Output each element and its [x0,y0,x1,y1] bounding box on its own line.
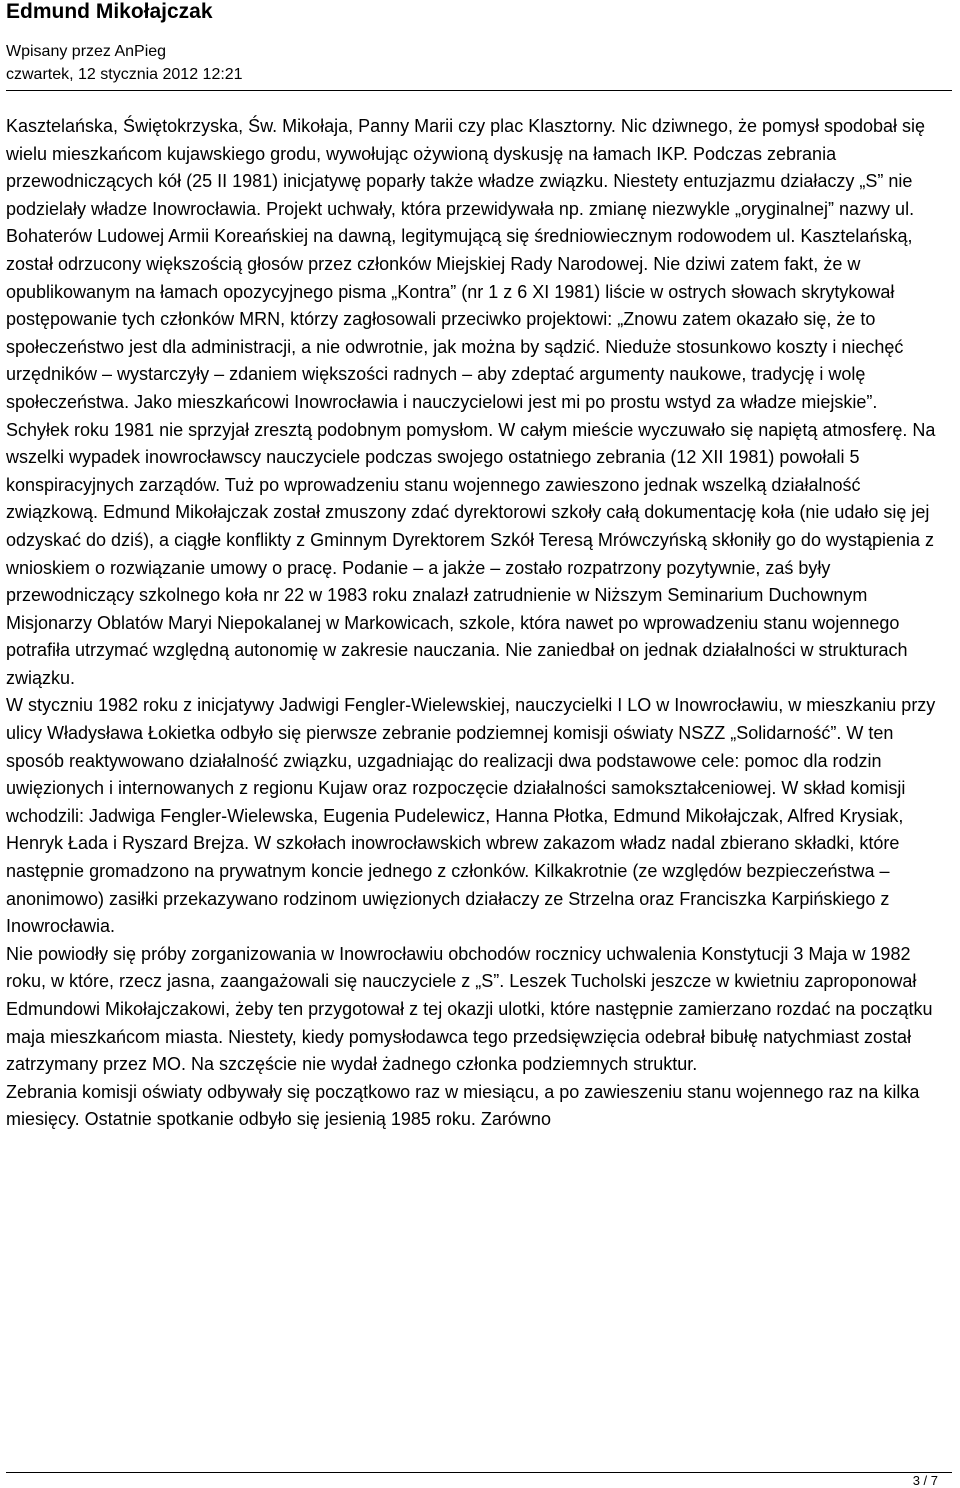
document-title: Edmund Mikołajczak [6,0,213,23]
footer-divider [6,1472,952,1473]
document-header [6,0,954,83]
page-number: 3 / 7 [912,1473,938,1488]
paragraph: Nie powiodły się próby zorganizowania w Inowrocławiu obchodów rocznicy uchwalenia Konstytucji 3 Maja w 1982 roku, w które, rzecz jasna, zaangażowali się nauczyciele z „S”. Leszek Tucholski jeszcze w kwietniu zaproponował Edmundowi Mikołajczakowi, żeby ten przygotował z tej okazji ulotki, które następnie zamierzano rozdać na początku maja mieszkańcom miasta. Niestety, kiedy pomysłodawca tego przedsięwzięcia odebrał bibułę natychmiast został zatrzymany przez MO. Na szczęście nie wydał żadnego członka podziemnych struktur. [6,943,933,1075]
author-line: Wpisany przez AnPieg [6,43,167,60]
date-line: czwartek, 12 stycznia 2012 12:21 [6,66,243,83]
paragraph: Zebrania komisji oświaty odbywały się początkowo raz w miesiącu, a po zawieszeniu stanu wojennego raz na kilka miesięcy. Ostatnie spotkanie odbyło się jesienią 1985 roku. Zarówno [6,1081,920,1130]
paragraph: Kasztelańska, Świętokrzyska, Św. Mikołaja, Panny Marii czy plac Klasztorny. Nic dziwnego, że pomysł spodobał się wielu mieszkańcom kujawskiego grodu, wywołując ożywioną dyskusję na łamach IKP. Podczas zebrania przewodniczących kół (25 II 1981) inicjatywę poparły także władze związku. Niestety entuzjazmu działaczy „S” nie podzielały władze Inowrocławia. Projekt uchwały, która przewidywała np. zmianę niezwykle „oryginalnej” nazwy ul. Bohaterów Ludowej Armii Koreańskiej na dawną, legitymującą się średniowiecznym rodowodem ul. Kasztelańską, został odrzucony większością głosów przez członków Miejskiej Rady Narodowej. Nie dziwi zatem fakt, że w opublikowanym na łamach opozycyjnego pisma „Kontra” (nr 1 z 6 XI 1981) liście w ostrych słowach skrytykował postępowanie tych członków MRN, którzy zagłosowali przeciwko projektowi: „Znowu zatem okazało się, że to społeczeństwo jest dla administracji, a nie odwrotnie, jak można by sądzić. Nieduże stosunkowo koszty i niechęć urzędników – wystarczyły – zdaniem większości radnych – aby zdeptać argumenty naukowe, tradycję i wolę społeczeństwa. Jako mieszkańcowi Inowrocławia i nauczycielowi jest mi po prostu wstyd za władze miejskie”. [6,116,926,412]
paragraph: Schyłek roku 1981 nie sprzyjał zresztą podobnym pomysłom. W całym mieście wyczuwało się napiętą atmosferę. Na wszelki wypadek inowrocławscy nauczyciele podczas swojego ostatniego zebrania (12 XII 1981) powołali 5 konspiracyjnych zarządów. Tuż po wprowadzeniu stanu wojennego zawieszono jednak wszelką działalność związkową. Edmund Mikołajczak został zmuszony zdać dyrektorowi szkoły całą dokumentację koła (nie udało się jej odzyskać do dziś), a ciągłe konflikty z Gminnym Dyrektorem Szkół Teresą Mrówczyńską skłoniły go do wystąpienia z wnioskiem o rozwiązanie umowy o pracę. Podanie – a jakże – zostało rozpatrzony pozytywnie, zaś były przewodniczący szkolnego koła nr 22 w 1983 roku znalazł zatrudnienie w Niższym Seminarium Duchownym Misjonarzy Oblatów Maryi Niepokalanej w Markowicach, szkole, która nawet po wprowadzeniu stanu wojennego potrafiła utrzymać względną autonomię w zakresie nauczania. Nie zaniedbał on jednak działalności w strukturach związku. [6,419,936,688]
header-divider [6,90,952,91]
paragraph: W styczniu 1982 roku z inicjatywy Jadwigi Fengler-Wielewskiej, nauczycielki I LO w Inowrocławiu, w mieszkaniu przy ulicy Władysława Łokietka odbyło się pierwsze zebranie podziemnej komisji oświaty NSZZ „Solidarność”. W ten sposób reaktywowano działalność związku, uzgadniając do realizacji dwa podstawowe cele: pomoc dla rodzin uwięzionych i internowanych z regionu Kujaw oraz rozpoczęcie działalności samokształceniowej. W skład komisji wchodzili: Jadwiga Fengler-Wielewska, Eugenia Pudelewicz, Hanna Płotka, Edmund Mikołajczak, Alfred Krysiak, Henryk Łada i Ryszard Brejza. W szkołach inowrocławskich wbrew zakazom władz nadal zbierano składki, które następnie gromadzono na prywatnym koncie jednego z członków. Kilkakrotnie (ze względów bezpieczeństwa – anonimowo) zasiłki przekazywano rodzinom uwięzionych działaczy ze Strzelna oraz Franciszka Karpińskiego z Inowrocławia. [6,695,936,937]
article-body [6,113,952,1134]
